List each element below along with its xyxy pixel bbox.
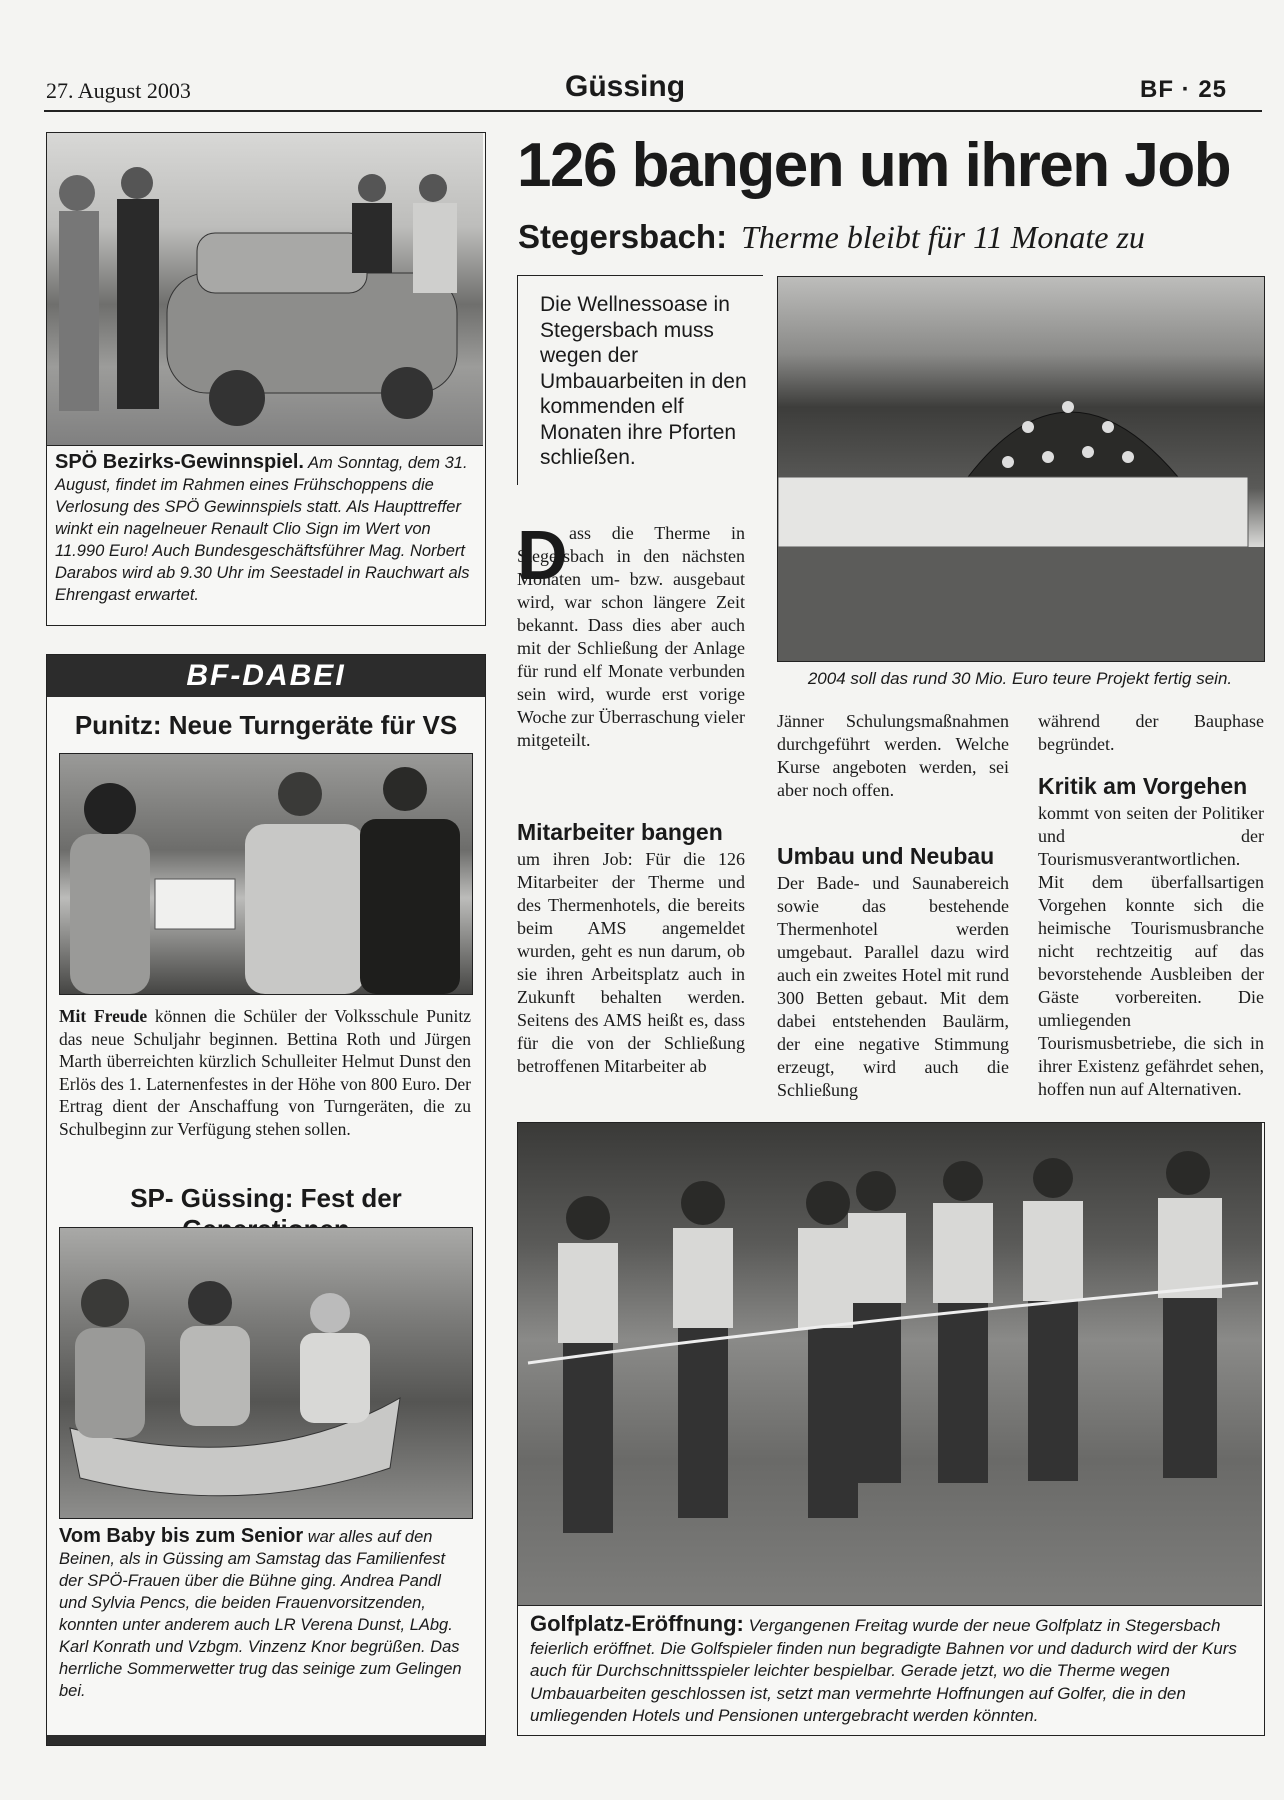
main-subtitle: Therme bleibt für 11 Monate zu: [741, 219, 1145, 255]
therme-photo-caption: 2004 soll das rund 30 Mio. Euro teure Projekt fertig sein.: [807, 669, 1233, 688]
punitz-headline: Punitz: Neue Turngeräte für VS: [74, 710, 458, 740]
col3-text1: während der Bauphase begründet.: [1038, 711, 1264, 754]
sub-umbau: Umbau und Neubau: [777, 843, 995, 869]
page-label: BF · 25: [1140, 76, 1228, 103]
punitz-lead: Mit Freude: [59, 1006, 148, 1026]
dropcap: D: [517, 516, 568, 594]
main-kicker: Stegersbach:: [518, 218, 728, 255]
section-title: Güssing: [565, 70, 686, 103]
golf-caption: [530, 1613, 1250, 1728]
col3-text2: kommt von seiten der Politiker und der Tourismusverantwortlichen. Mit dem überfallsartigen Vorgehen konnte sich die heimische Tourismusbranche nicht rechtzeitig auf das bevorstehende Ausbleiben der Gäste vorbereiten. Die umliegenden Tourismusbetriebe, die sich in ihrer Existenz gefährdet sehen, hoffen nun auf Alternativen.: [1038, 803, 1264, 1099]
people-icon: [60, 754, 472, 994]
ribbon-cutting-icon: [518, 1123, 1262, 1605]
car-prize-photo: [47, 133, 483, 446]
bf-dabei-box: [46, 654, 486, 1746]
fest-headline: SP- Güssing: Fest der: [130, 1183, 402, 1213]
bf-dabei-label: BF-DABEI: [186, 659, 346, 692]
golf-caption-title: Golfplatz-Eröffnung:: [530, 1611, 744, 1636]
bf-dabei-footer-bar: [47, 1735, 485, 1745]
punitz-body: können die Schüler der Volksschule Punitz das neue Schuljahr beginnen. Bettina Roth und Jürgen Marth überreichten kürzlich Schulleiter Helmut Dunst den Erlös des 1. Laternenfestes in der Höhe von 800 Euro. Der Ertrag dient der Anschaffung von Turngeräten, die zu Schulbeginn zur Verfügung stehen sollen.: [59, 1006, 471, 1139]
prize-box: [46, 132, 486, 626]
punitz-text: [59, 1005, 471, 1140]
col2-text1: Jänner Schulungsmaßnahmen durchgeführt werden. Welche Kurse angeboten werden, sei aber noch offen.: [777, 711, 1009, 800]
issue-date: 27. August 2003: [46, 78, 191, 103]
car-icon: [47, 133, 483, 445]
col1-intro: [517, 516, 745, 752]
dome-icon: [778, 277, 1264, 661]
prize-caption-title: SPÖ Bezirks-Gewinnspiel.: [55, 451, 304, 473]
fest-caption-title: Vom Baby bis zum Senior: [59, 1525, 304, 1547]
teaser-rule: [517, 275, 763, 276]
col2-text2: Der Bade- und Saunabereich sowie das bestehende Thermenhotel werden umgebaut. Parallel dazu wird auch ein zweites Hotel mit rund 300 Betten gebaut. Mit dem dabei entstehenden Baulärm, der eine negative Stimmung erzeugt, wird auch die Schließung: [777, 873, 1009, 1100]
boat-photo: [59, 1227, 473, 1519]
col1-text2: um ihren Job: Für die 126 Mitarbeiter der Therme und des Thermenhotels, die bereits beim AMS angemeldet wurden, geht es nun darum, ob sie ihren Arbeitsplatz auch in Zukunft behalten werden. Seitens des AMS heißt es, dass für die von der Schließung betroffenen Mitarbeiter ab: [517, 849, 745, 1076]
col1-intro-text: ass die Therme in Stegersbach in den nächsten Monaten um- bzw. ausgebaut wird, war schon längere Zeit bekannt. Dass dies aber auch mit der Schließung der Anlage für rund elf Monate verbunden sein wird, wurde erst vorige Woche zur Überraschung vieler mitgeteilt.: [517, 523, 745, 750]
therme-photo: [777, 276, 1265, 662]
fest-caption: [59, 1525, 471, 1702]
main-subline: [518, 218, 1145, 256]
prize-caption: [55, 451, 475, 606]
header-rule: [44, 110, 1262, 112]
golf-caption-text: Vergangenen Freitag wurde der neue Golfplatz in Stegersbach feierlich eröffnet. Die Golfspieler finden nun begradigte Bahnen vor und dadurch wird der Kurs auch für Durchschnittsspieler leichter bespielbar. Gerade jetzt, wo die Therme wegen Umbauarbeiten geschlossen ist, setzt man vermehrte Hoffnungen auf Golfer, die in den umliegenden Hotels und Pensionen untergebracht werden könnten.: [530, 1616, 1237, 1725]
bf-dabei-banner: [47, 655, 485, 697]
punitz-photo: [59, 753, 473, 995]
fest-caption-text: war alles auf den Beinen, als in Güssing am Samstag das Familienfest der SPÖ-Frauen über die Bühne ging. Andrea Pandl und Sylvia Pencs, die beiden Frauenvorsitzenden, konnten unter anderem auch LR Verena Dunst, LAbg. Karl Konrath und Vzbgm. Vinzenz Knor begrüßen. Das herrliche Sommerwetter trug das seinige zum Gelingen bei.: [59, 1528, 462, 1700]
sub-kritik: Kritik am Vorgehen: [1038, 773, 1248, 799]
main-teaser: Die Wellnessoase in Stegersbach muss wegen der Umbauarbeiten in den kommenden elf Monaten ihre Pforten schließen.: [540, 293, 747, 469]
golf-box: [517, 1122, 1265, 1736]
sub-mitarbeiter: Mitarbeiter bangen: [517, 819, 723, 845]
golf-photo: [518, 1123, 1262, 1606]
main-headline: 126 bangen um ihren Job: [517, 131, 1231, 200]
teaser-rule-left: [517, 275, 518, 485]
prize-caption-text: Am Sonntag, dem 31. August, findet im Rahmen eines Frühschoppens die Verlosung des SPÖ Gewinnspiels statt. Als Haupttreffer winkt ein nagelneuer Renault Clio Sign im Wert von 11.990 Euro! Auch Bundesgeschäftsführer Mag. Norbert Darabos wird ab 9.30 Uhr im Seestadel in Rauchwart als Ehrengast erwartet.: [55, 454, 470, 604]
boat-icon: [60, 1228, 472, 1518]
